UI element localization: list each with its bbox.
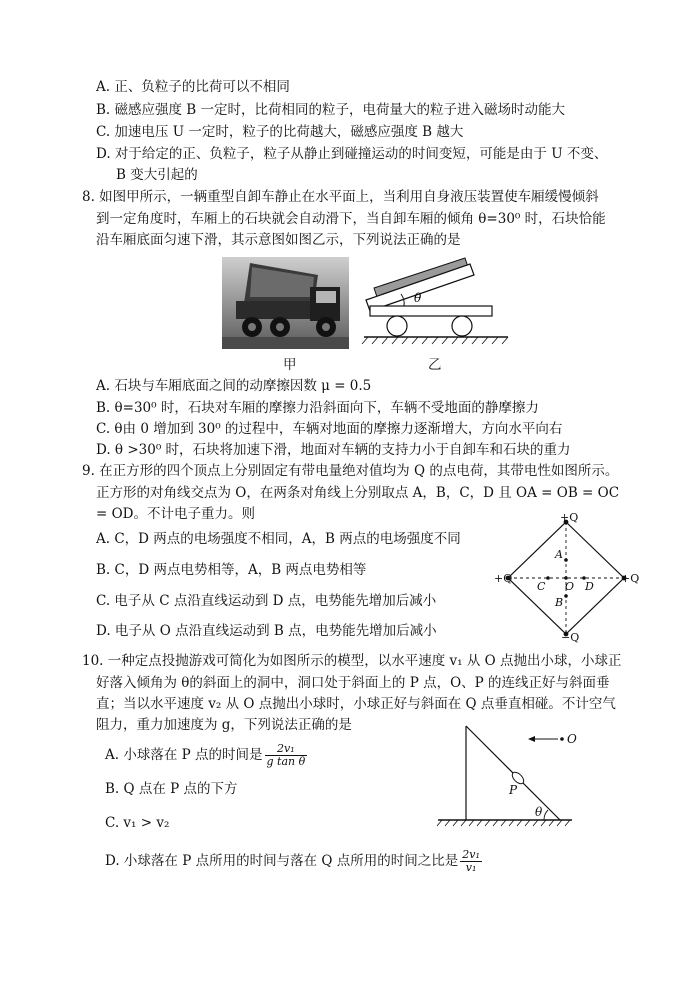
q10-option-b: B. Q 点在 P 点的下方 — [105, 781, 238, 797]
point-p-label: P — [509, 783, 518, 797]
q7-option-d-line1: D. 对于给定的正、负粒子，粒子从静止到碰撞运动的时间变短，可能是由于 U 不变、 — [96, 146, 608, 162]
q7-option-c: C. 加速电压 U 一定时，粒子的比荷越大，磁感应强度 B 越大 — [96, 124, 464, 140]
point-b-label: B — [555, 596, 564, 609]
q10-option-d — [105, 849, 484, 874]
q10-stem-line3: 直；当以水平速度 v₂ 从 O 点抛出小球时，小球正好与斜面在 Q 点垂直相碰。不计空气 — [96, 696, 616, 712]
q9-option-d: D. 电子从 O 点沿直线运动到 B 点，电势能先增加后减小 — [96, 623, 437, 639]
q8-stem-line3: 沿车厢底面匀速下滑，其示意图如图乙示，下列说法正确的是 — [96, 232, 461, 248]
charge-left-label: +Q — [494, 572, 513, 585]
point-o-label: O — [565, 580, 575, 593]
q10-option-c: C. v₁ > v₂ — [105, 815, 170, 831]
q10-option-a-text: A. 小球落在 P 点的时间是 — [105, 747, 263, 763]
q9-stem-line2: 正方形的对角线交点为 O，在两条对角线上分别取点 A，B，C，D 且 OA = OB = OC — [96, 485, 620, 501]
point-o-label: O — [567, 732, 577, 746]
q10-option-d-fraction — [460, 849, 482, 874]
q10-option-a-denominator: g tan θ — [266, 755, 306, 768]
figure-yi-label: 乙 — [428, 357, 442, 373]
q10-option-d-numerator: 2v₁ — [462, 848, 480, 861]
incline-projectile-diagram — [432, 722, 582, 832]
q9-option-a: A. C，D 两点的电场强度不相同，A，B 两点的电场强度不同 — [96, 531, 461, 547]
q7-option-b: B. 磁感应强度 B 一定时，比荷相同的粒子，电荷量大的粒子进入磁场时动能大 — [96, 102, 566, 118]
q7-option-d-line2: B 变大引起的 — [116, 167, 198, 183]
q10-option-a-numerator: 2v₁ — [265, 743, 308, 756]
dump-truck-photo — [222, 257, 349, 349]
q8-option-a: A. 石块与车厢底面之间的动摩擦因数 μ = 0.5 — [96, 378, 372, 394]
q8-option-b: B. θ=30⁰ 时，石块对车厢的摩擦力沿斜面向下，车辆不受地面的静摩擦力 — [96, 400, 539, 416]
point-c-label: C — [537, 580, 546, 593]
q9-option-b: B. C，D 两点电势相等，A，B 两点电势相等 — [96, 562, 367, 578]
q10-option-d-text: D. 小球落在 P 点所用的时间与落在 Q 点所用的时间之比是 — [105, 853, 459, 869]
dump-truck-drawing — [222, 257, 349, 349]
charge-top-label: +Q — [560, 511, 579, 524]
q9-stem-line1: 9. 在正方形的四个顶点上分别固定有带电量绝对值均为 Q 的点电荷，其带电性如图所示。 — [82, 463, 619, 479]
q8-option-c: C. θ由 0 增加到 30⁰ 的过程中，车辆对地面的摩擦力逐渐增大，方向水平向右 — [96, 421, 563, 437]
q9-stem-line3: = OD。不计电子重力。则 — [96, 506, 255, 522]
q10-option-a-fraction — [265, 743, 308, 768]
charge-bottom-label: −Q — [561, 631, 580, 644]
q7-option-a: A. 正、负粒子的比荷可以不相同 — [96, 79, 290, 95]
point-d-label: D — [585, 580, 594, 593]
q10-option-d-denominator: v₁ — [465, 861, 477, 874]
tilted-bed-diagram — [360, 250, 520, 350]
q10-stem-line1: 10. 一种定点投抛游戏可简化为如图所示的模型，以水平速度 v₁ 从 O 点抛出小球，小球正 — [82, 653, 622, 669]
q8-stem-line2: 到一定角度时，车厢上的石块就会自动滑下，当自卸车厢的倾角 θ=30⁰ 时，石块恰能 — [96, 211, 606, 227]
point-a-label: A — [555, 548, 563, 561]
charge-right-label: +Q — [621, 572, 640, 585]
figure-jia-label: 甲 — [283, 357, 297, 373]
q9-option-c: C. 电子从 C 点沿直线运动到 D 点，电势能先增加后减小 — [96, 593, 437, 609]
theta-label: θ — [414, 291, 422, 305]
q10-stem-line4: 阻力，重力加速度为 g，下列说法正确的是 — [96, 717, 352, 733]
q8-stem-line1: 8. 如图甲所示，一辆重型自卸车静止在水平面上，当利用自身液压装置使车厢缓慢倾斜 — [82, 189, 599, 205]
theta-angle-label: θ — [535, 805, 543, 819]
q10-option-a — [105, 743, 309, 768]
q8-option-d: D. θ >30⁰ 时，石块将加速下滑，地面对车辆的支持力小于自卸车和石块的重力 — [96, 442, 571, 458]
q10-stem-line2: 好落入倾角为 θ的斜面上的洞中，洞口处于斜面上的 P 点，O、P 的连线正好与斜面垂 — [96, 675, 610, 691]
charge-square-diagram — [494, 511, 640, 644]
